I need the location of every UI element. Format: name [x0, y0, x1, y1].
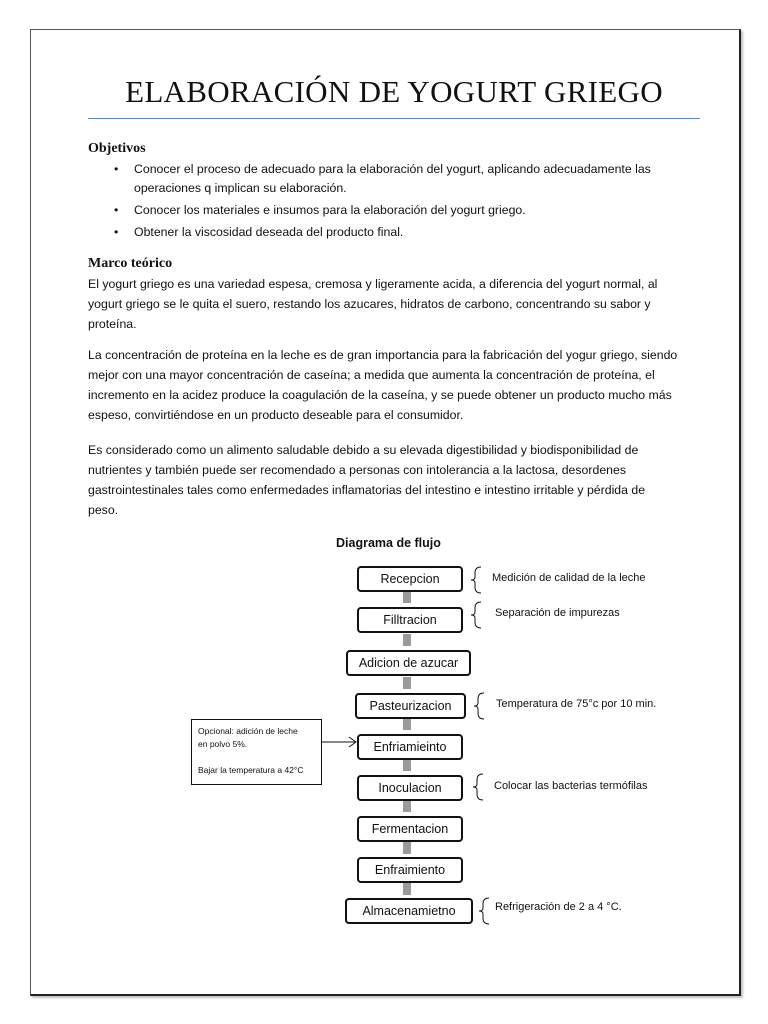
- brace-icon: [478, 897, 492, 925]
- optional-note-line: Bajar la temperatura a 42°C: [198, 765, 304, 775]
- flow-connector: [403, 842, 411, 854]
- optional-note-box: [191, 719, 322, 785]
- bullet-icon: •: [114, 225, 119, 239]
- brace-icon: [472, 773, 486, 801]
- bullet-icon: •: [114, 162, 119, 176]
- brace-icon: [473, 692, 487, 720]
- paragraph-line: nutrientes y también puede ser recomendado a personas con intolerancia a la lactosa, desordenes: [88, 463, 626, 477]
- brace-icon: [470, 601, 484, 629]
- paragraph-line: mejor con una mayor concentración de caseína; a medida que aumenta la concentración de proteína, el: [88, 368, 655, 382]
- flow-connector: [403, 800, 411, 812]
- paragraph: [88, 440, 693, 520]
- title-underline: [88, 118, 700, 119]
- note-text: Refrigeración de 2 a 4 °C.: [495, 901, 622, 913]
- flow-step-enfraimiento: Enfraimiento: [357, 857, 463, 883]
- optional-note-line: en polvo 5%.: [198, 739, 248, 749]
- flow-step-fermentacion: Fermentacion: [357, 816, 463, 842]
- paragraph-line: gastrointestinales tales como enfermedades inflamatorias del intestino e intestino irritable y pérdida de: [88, 483, 646, 497]
- paragraph-line: incremento en la acidez produce la coagulación de la caseína, y se puede obtener un producto mucho más: [88, 388, 672, 402]
- flow-step-inoculacion: Inoculacion: [357, 775, 463, 801]
- flow-connector: [403, 677, 411, 689]
- list-item: [88, 201, 688, 220]
- list-item-line: Obtener la viscosidad deseada del producto final.: [134, 225, 404, 239]
- flow-connector: [403, 883, 411, 895]
- paragraph-line: espeso, convirtiéndose en un producto deseable para el consumidor.: [88, 408, 464, 422]
- flow-step-filtracion: Filltracion: [357, 607, 463, 633]
- optional-note-line: Opcional: adición de leche: [198, 726, 298, 736]
- list-item: [88, 223, 688, 242]
- flow-step-enfriamiento: Enfriamieinto: [357, 734, 463, 760]
- flow-connector: [403, 718, 411, 730]
- note-text: Separación de impurezas: [495, 607, 620, 619]
- paragraph: [88, 274, 693, 334]
- paragraph-line: El yogurt griego es una variedad espesa, cremosa y ligeramente acida, a diferencia del yogurt normal, al: [88, 277, 658, 291]
- list-item: [88, 160, 688, 198]
- marco-heading: Marco teórico: [88, 256, 173, 271]
- brace-icon: [470, 566, 484, 594]
- paragraph-line: proteína.: [88, 317, 137, 331]
- flow-step-recepcion: Recepcion: [357, 566, 463, 592]
- arrow-right-icon: [322, 736, 358, 748]
- document-title: ELABORACIÓN DE YOGURT GRIEGO: [125, 74, 663, 109]
- paragraph-line: Es considerado como un alimento saludable debido a su elevada digestibilidad y biodisponibilidad de: [88, 443, 639, 457]
- objetivos-list: [88, 160, 688, 242]
- flow-connector: [403, 634, 411, 646]
- paragraph: [88, 345, 693, 425]
- flow-step-almacenamiento: Almacenamietno: [345, 898, 473, 924]
- list-item-line: Conocer los materiales e insumos para la elaboración del yogurt griego.: [134, 203, 526, 217]
- list-item-line: Conocer el proceso de adecuado para la elaboración del yogurt, aplicando adecuadamente las: [134, 162, 651, 176]
- flow-step-pasteurizacion: Pasteurizacion: [355, 693, 466, 719]
- flow-step-adicion-azucar: Adicion de azucar: [346, 650, 471, 676]
- optional-note-line: [198, 751, 315, 764]
- flow-connector: [403, 759, 411, 771]
- paragraph-line: yogurt griego se le quita el suero, restando los azucares, hidratos de carbono, concentrando su sabor y: [88, 297, 651, 311]
- note-text: Medición de calidad de la leche: [492, 572, 646, 584]
- paragraph-line: La concentración de proteína en la leche es de gran importancia para la fabricación del yogur griego, siendo: [88, 348, 678, 362]
- paragraph-line: peso.: [88, 503, 119, 517]
- diagram-title: Diagrama de flujo: [336, 536, 441, 550]
- bullet-icon: •: [114, 203, 119, 217]
- objetivos-heading: Objetivos: [88, 141, 146, 156]
- flow-connector: [403, 591, 411, 603]
- note-text: Temperatura de 75°c por 10 min.: [496, 698, 657, 710]
- list-item-line: operaciones q implican su elaboración.: [134, 181, 347, 195]
- note-text: Colocar las bacterias termófilas: [494, 780, 648, 792]
